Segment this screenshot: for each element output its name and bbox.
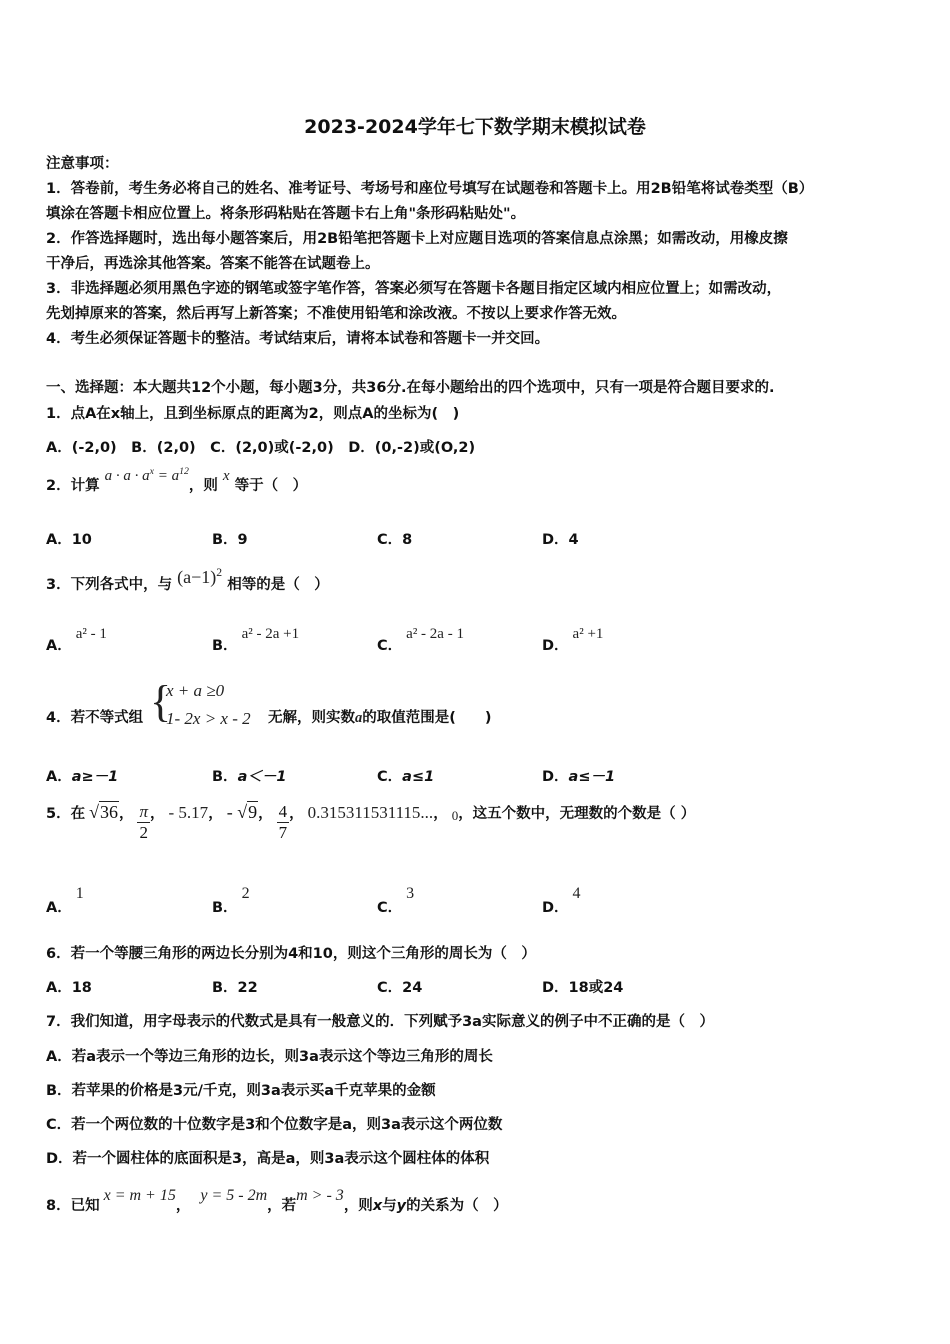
q8-eq2: y = 5 - 2m xyxy=(200,1187,268,1204)
q5-neg517: - 5.17 xyxy=(168,803,209,823)
q4-option-c xyxy=(377,765,434,786)
q3-expression xyxy=(177,567,222,587)
q2-mid: ，则 xyxy=(188,478,218,494)
q2-var-x: x xyxy=(222,468,230,484)
q4-suffix xyxy=(268,706,492,727)
q5-sep: ， xyxy=(433,806,448,823)
q5-frac-denominator: 2 xyxy=(139,823,148,842)
q5-option-value: 3 xyxy=(406,885,415,902)
q3-option-label: A． xyxy=(46,638,72,654)
q4-ineq2: 1- 2x > x - 2 xyxy=(166,709,251,728)
q5-option-label: B． xyxy=(212,900,238,916)
q3-expr-base: (a−1) xyxy=(177,567,217,587)
q5-neg-sqrt9: - √9 xyxy=(226,802,258,823)
notice-line: 先划掉原来的答案，然后再写上新答案；不准使用铅笔和涂改液。不按以上要求作答无效。 xyxy=(46,306,626,322)
section-heading: 一、选择题：本大题共12个小题，每小题3分，共36分.在每小题给出的四个选项中，只有一项是符合题目要求的. xyxy=(46,380,775,396)
q4-suffix-2: 的取值范围是( ) xyxy=(362,710,492,726)
q5-sep: ， xyxy=(208,806,223,823)
q5-sep: ， xyxy=(150,806,165,823)
q5-option-d xyxy=(542,882,581,916)
q5-sep: ， xyxy=(289,806,304,823)
q5-option-c xyxy=(377,882,415,916)
q5-sqrt9-radicand: 9 xyxy=(248,802,258,823)
q8-var-x: x xyxy=(372,1198,383,1214)
q5-zero: 0 xyxy=(451,808,459,824)
q6-option-c: C．24 xyxy=(377,980,423,996)
q3-option-label: C． xyxy=(377,638,403,654)
q4-option-b xyxy=(212,765,286,786)
q5-neg-sign: - xyxy=(226,802,238,823)
q6-option-b: B．22 xyxy=(212,980,258,996)
q2-option-b: B．9 xyxy=(212,532,248,548)
q5-option-a xyxy=(46,882,84,916)
notice-line: 4．考生必须保证答题卡的整洁。考试结束后，请将本试卷和答题卡一并交回。 xyxy=(46,331,550,347)
q6-stem: 6．若一个等腰三角形的两边长分别为4和10，则这个三角形的周长为（ ） xyxy=(46,946,536,962)
q4-ineq1: x + a ≥0 xyxy=(166,681,225,700)
q5-option-label: D． xyxy=(542,900,569,916)
q2-expr-eq: = a xyxy=(153,468,180,484)
q5-option-label: C． xyxy=(377,900,403,916)
notice-line: 填涂在答题卡相应位置上。将条形码粘贴在答题卡右上角"条形码粘贴处"。 xyxy=(46,206,526,222)
notice-heading: 注意事项： xyxy=(46,156,119,172)
q3-option-value: a² - 1 xyxy=(75,626,107,642)
q3-option-value: a² - 2a - 1 xyxy=(406,626,464,642)
q7-option-b: B．若苹果的价格是3元/千克，则3a表示买a千克苹果的金额 xyxy=(46,1083,436,1099)
q5-option-value: 2 xyxy=(241,885,250,902)
q8-var-y: y xyxy=(396,1198,407,1214)
q5-frac-denominator: 7 xyxy=(278,823,288,842)
q4-option-label: C． xyxy=(377,769,403,785)
q3-option-a xyxy=(46,622,107,654)
q8-stem: 8．已知 x = m + 15， y = 5 - 2m，若m > - 3，则x与y的关系为（ ） xyxy=(46,1187,508,1214)
q5-sqrt36: √36 xyxy=(89,802,118,823)
q3-option-b xyxy=(212,622,300,654)
q1-stem: 1．点A在x轴上，且到坐标原点的距离为2，则点A的坐标为( ) xyxy=(46,406,460,422)
q4-var-a: a xyxy=(355,710,363,726)
q3-prefix: 3．下列各式中，与 xyxy=(46,577,173,593)
q1-options: A．(-2,0) B．(2,0) C．(2,0)或(-2,0) D．(0,-2)或(O,2) xyxy=(46,440,476,456)
q4-option-a xyxy=(46,765,118,786)
q5-frac-4-7 xyxy=(277,802,290,843)
q8-prefix: 8．已知 xyxy=(46,1198,100,1214)
q8-mid: ，若 xyxy=(267,1198,297,1214)
q6-option-a: A．18 xyxy=(46,980,92,996)
notice-line: 干净后，再选涂其他答案。答案不能答在试题卷上。 xyxy=(46,256,380,272)
notice-line: 2．作答选择题时，选出每小题答案后，用2B铅笔把答题卡上对应题目选项的答案信息点涂黑；如需改动，用橡皮擦 xyxy=(46,231,788,247)
q8-suffix-3: 的关系为（ ） xyxy=(406,1198,508,1214)
q5-sep: ， xyxy=(258,806,273,823)
q5-option-value: 1 xyxy=(75,885,84,902)
q5-prefix: 5．在 xyxy=(46,806,86,823)
q2-option-d: D．4 xyxy=(542,532,579,548)
q6-option-d: D．18或24 xyxy=(542,980,624,996)
q2-expr-x: x xyxy=(149,466,154,477)
q3-expr-sup: 2 xyxy=(216,566,223,579)
q5-sep: ， xyxy=(118,806,134,823)
q2-expr-base: a · a · a xyxy=(104,468,150,484)
q4-brace: { xyxy=(150,677,172,726)
q3-suffix: 相等的是（ ） xyxy=(227,577,329,593)
q4-option-label: B． xyxy=(212,769,238,785)
q7-option-a: A．若a表示一个等边三角形的边长，则3a表示这个等边三角形的周长 xyxy=(46,1049,493,1065)
q5-decimal: 0.315311531115... xyxy=(307,803,434,823)
q4-suffix-1: 无解，则实数 xyxy=(268,710,355,726)
q5-option-b xyxy=(212,882,250,916)
page-title: 2023-2024学年七下数学期末模拟试卷 xyxy=(304,116,646,138)
q8-suffix-2: 与 xyxy=(382,1198,397,1214)
notice-line: 1．答卷前，考生务必将自己的姓名、准考证号、考场号和座位号填写在试题卷和答题卡上。用2B铅笔将试卷类型（B） xyxy=(46,181,814,197)
q5-sqrt36-radicand: 36 xyxy=(99,802,118,823)
q5-frac-pi xyxy=(137,802,150,843)
q8-eq1: x = m + 15 xyxy=(103,1187,176,1204)
q3-option-c xyxy=(377,622,464,654)
q4-option-label: D． xyxy=(542,769,569,785)
q3-option-label: B． xyxy=(212,638,238,654)
q2-expression xyxy=(105,468,189,484)
q7-option-d: D．若一个圆柱体的底面积是3，高是a，则3a表示这个圆柱体的体积 xyxy=(46,1151,490,1167)
q8-cond: m > - 3 xyxy=(296,1187,344,1204)
q3-option-value: a² - 2a +1 xyxy=(241,626,300,642)
q2-stem xyxy=(46,466,308,495)
q5-stem xyxy=(46,802,695,843)
q8-suffix-1: ，则 xyxy=(343,1198,373,1214)
q5-option-label: A． xyxy=(46,900,72,916)
q5-frac-numerator: 4 xyxy=(278,802,288,821)
notice-line: 3．非选择题必须用黑色字迹的钢笔或签字笔作答，答案必须写在答题卡各题目指定区域内相应位置上；如需改动， xyxy=(46,281,782,297)
q5-frac-numerator: π xyxy=(139,802,149,821)
q2-expr-12: 12 xyxy=(179,466,189,477)
q2-option-c: C．8 xyxy=(377,532,413,548)
q5-suffix: ，这五个数中，无理数的个数是（ ） xyxy=(458,806,696,823)
q2-prefix: 2．计算 xyxy=(46,478,100,494)
q4-option-value: a≤－1 xyxy=(568,769,616,785)
q2-suffix: 等于（ ） xyxy=(234,478,308,494)
q3-option-value: a² +1 xyxy=(572,626,604,642)
q3-stem xyxy=(46,566,329,594)
q7-stem: 7．我们知道，用字母表示的代数式是具有一般意义的．下列赋予3a实际意义的例子中不正确的是（ ） xyxy=(46,1014,714,1030)
q2-option-a: A．10 xyxy=(46,532,92,548)
q5-option-value: 4 xyxy=(572,885,581,902)
q4-option-value: a＜－1 xyxy=(237,769,287,785)
q3-option-d xyxy=(542,622,604,654)
q4-option-d xyxy=(542,765,615,786)
q4-option-label: A． xyxy=(46,769,72,785)
q4-option-value: a≥－1 xyxy=(71,769,119,785)
q7-option-c: C．若一个两位数的十位数字是3和个位数字是a，则3a表示这个两位数 xyxy=(46,1117,503,1133)
q4-option-value: a≤1 xyxy=(402,769,435,785)
q4-prefix: 4．若不等式组 xyxy=(46,710,144,726)
q3-option-label: D． xyxy=(542,638,569,654)
